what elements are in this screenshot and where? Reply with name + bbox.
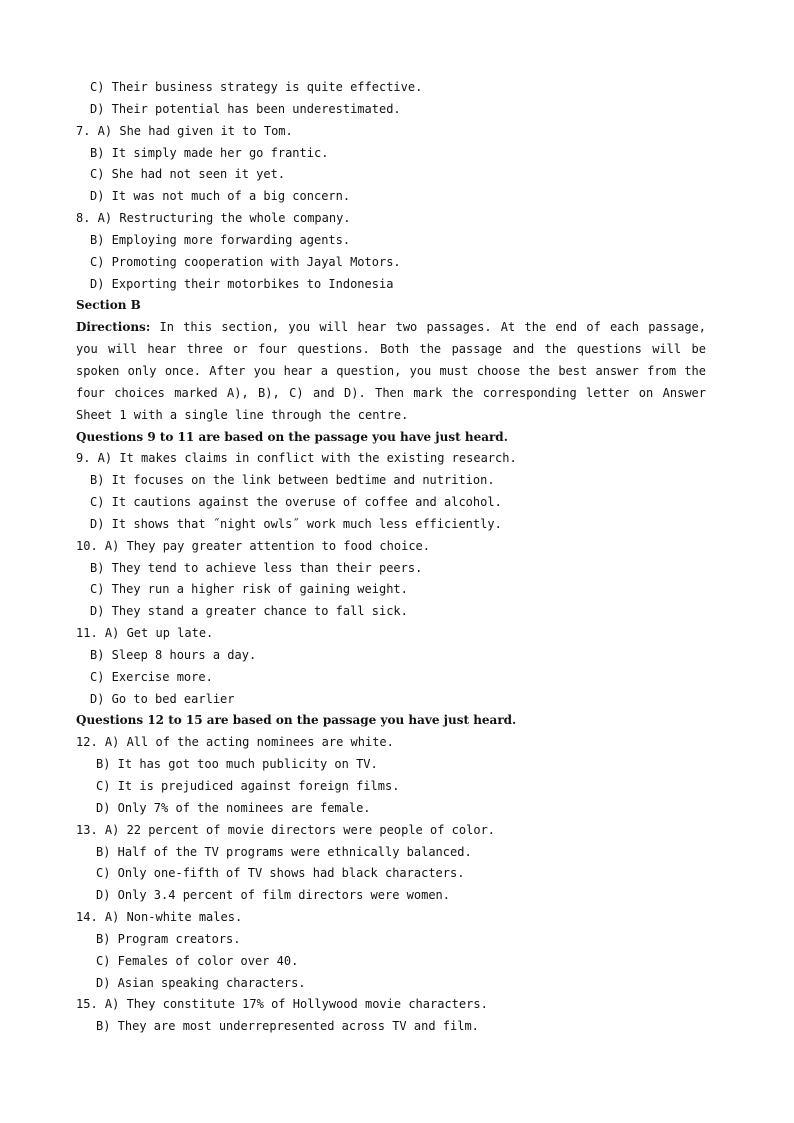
group2-heading: Questions 12 to 15 are based on the passage you have just heard.: [76, 713, 517, 728]
group1-heading: Questions 9 to 11 are based on the passage you have just heard.: [76, 429, 508, 444]
q12-option-c: C) It is prejudiced against foreign films.: [96, 779, 400, 793]
q13-stem: 13. A) 22 percent of movie directors were people of color.: [76, 822, 496, 837]
q13-option-d: D) Only 3.4 percent of film directors were women.: [96, 888, 451, 903]
q14-option-c: C) Females of color over 40.: [96, 953, 299, 968]
q12-stem: 12. A) All of the acting nominees are white.: [76, 735, 394, 750]
q9-option-b: B) It focuses on the link between bedtime and nutrition.: [90, 473, 495, 488]
q7-option-d: D) It was not much of a big concern.: [90, 189, 351, 204]
q8-option-d: D) Exporting their motorbikes to Indonesia: [90, 276, 394, 291]
section-b-title: Section B: [76, 298, 141, 313]
q10-option-d: D) They stand a greater chance to fall sick.: [90, 604, 408, 619]
q10-option-c: C) They run a higher risk of gaining weight.: [90, 582, 408, 597]
q13-option-b: B) Half of the TV programs were ethnically balanced.: [96, 844, 472, 859]
q9-option-c: C) It cautions against the overuse of coffee and alcohol.: [90, 495, 502, 510]
section-b-directions: [76, 317, 706, 426]
q6-option-c: C) Their business strategy is quite effective.: [90, 80, 423, 94]
q12-option-b: B) It has got too much publicity on TV.: [96, 757, 378, 772]
directions-text: In this section, you will hear two passages. At the end of each passage, you will hear three or four questions. Both the passage and the questions will be spoken only once. After you hear a question, you must choose the best answer from the four choices marked A), B), C) and D). Then mark the corresponding letter on Answer Sheet 1 with a single line through the centre.: [76, 320, 706, 422]
q11-option-b: B) Sleep 8 hours a day.: [90, 647, 257, 662]
q8-option-b: B) Employing more forwarding agents.: [90, 232, 351, 247]
q9-option-d: D) It shows that ˝night owls˝ work much less efficiently.: [90, 516, 502, 531]
q14-option-d: D) Asian speaking characters.: [96, 975, 306, 990]
q6-option-d: D) Their potential has been underestimated.: [90, 101, 401, 116]
q8-option-c: C) Promoting cooperation with Jayal Motors.: [90, 254, 401, 269]
q10-stem: 10. A) They pay greater attention to food choice.: [76, 538, 431, 553]
q9-stem: 9. A) It makes claims in conflict with the existing research.: [76, 451, 517, 466]
q11-stem: 11. A) Get up late.: [76, 626, 214, 641]
q11-option-c: C) Exercise more.: [90, 669, 213, 684]
directions-label: Directions:: [76, 320, 151, 335]
q15-stem: 15. A) They constitute 17% of Hollywood movie characters.: [76, 997, 488, 1012]
q14-stem: 14. A) Non-white males.: [76, 910, 243, 925]
q8-stem: 8. A) Restructuring the whole company.: [76, 211, 351, 226]
q7-option-c: C) She had not seen it yet.: [90, 167, 286, 182]
q11-option-d: D) Go to bed earlier: [90, 691, 235, 706]
q12-option-d: D) Only 7% of the nominees are female.: [96, 800, 371, 815]
q15-option-b: B) They are most underrepresented across TV and film.: [96, 1019, 479, 1034]
q7-option-b: B) It simply made her go frantic.: [90, 145, 329, 160]
q10-option-b: B) They tend to achieve less than their peers.: [90, 560, 423, 575]
q13-option-c: C) Only one-fifth of TV shows had black characters.: [96, 866, 465, 881]
q14-option-b: B) Program creators.: [96, 931, 241, 946]
q7-stem: 7. A) She had given it to Tom.: [76, 123, 293, 138]
exam-page: [76, 77, 706, 1038]
